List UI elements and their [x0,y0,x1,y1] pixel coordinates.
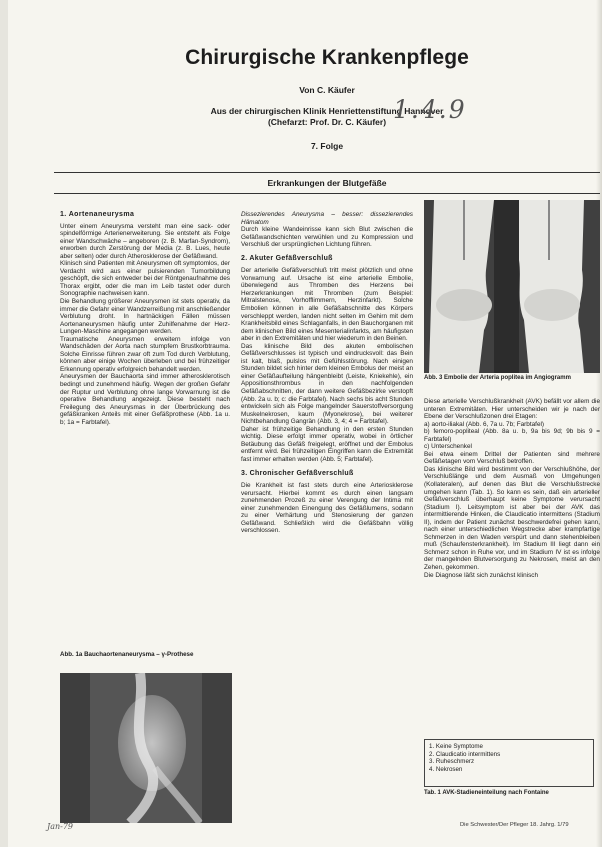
series-number: 7. Folge [310,141,344,151]
text-column-1 [60,211,230,426]
handwritten-footer-note: Jan-79 [47,822,74,831]
paragraph: Bei etwa einem Drittel der Patienten sind mehrere Gefäßetagen vom Verschluß betroffen. [424,450,600,466]
paragraph: Das klinische Bild des akuten embolischen Gefäßverschlusses ist typisch und eindrucksvoll: das Bein ist kalt, blaß, pulslos mit Gefühlsstörung. Nach einigen Stunden bildet sich hinter dem kleinen Embolus der meist an einer Gefäßaufteilung hängenbleibt (Leiste, Kniekehle), ein Appositionsthrombus in den nachfolgenden Gefäßabschnitten, der dann weitere Gefäßbezirke verstopft (Abb. 2a u. b; c: die Farbtafel). Nach sechs bis acht Stunden entwickeln sich als Folge mangelnder Sauerstoffversorgung Muskelnekrosen, kaum (Myonekrose), bei weiterer Nichtbehandlung Gangrän (Abb. 3, 4; 4 = Farbtafel). [241,342,413,426]
heading-akuter-verschluss: 2. Akuter Gefäßverschluß [241,254,333,262]
table-row: 4. Nekrosen [429,765,463,773]
figure-caption-1a: Abb. 1a Bauchaortenaneurysma – γ-Prothese [60,651,194,658]
paragraph: Klinisch sind Patienten mit Aneurysmen oft symptomlos, der Verdacht wird aus einer pulsierenden Tumorbildung geschöpft, die sich entweder bei der Röntgenaufnahme des Thorax ergibt, oder die man im Leib tastet oder durch Sonographie nachweisen kann. [60,260,230,298]
paragraph: Durch kleine Wandeinrisse kann sich Blut zwischen die Gefäßwandschichten verwühlen und zu Kompression und Verschluß der ursprünglichen Lichtung führen. [241,226,413,249]
section-title: Erkrankungen der Blutgefäße [267,178,387,188]
table-row: 1. Keine Symptome [429,743,483,750]
text-column-3 [424,398,600,579]
article-author: Von C. Käufer [299,85,355,95]
paragraph: Die Krankheit ist fast stets durch eine Arteriosklerose verursacht. Hierbei kommt es durch einen langsam zunehmenden Prozeß zu einer Verengung der Intima mit einer zunehmenden Einengung des Gefäßlumens, sodann zu einer Verhärtung und Stenosierung der ganzen Gefäßwand. Schließlich wird die Gefäßbahn völlig verschlossen. [241,482,413,535]
list-item-b: b) femoro-popliteal (Abb. 8a u. b, 9a bis 9d; 9b bis 9 = Farbtafel) [424,428,600,443]
paragraph: Daher ist frühzeitige Behandlung in den ersten Stunden wichtig. Diese erfolgt immer operativ, wobei in örtlicher Betäubung das Gefäß freigelegt, eröffnet und der Embolus entfernt wird. Bei frühzeitigen Eingriffen kann die Extremität fast immer erhalten werden (Abb. 5; Farbtafel). [241,425,413,463]
subheading-dissezierend: Dissezierendes Aneurysma – besser: dissezierendes Hämatom [241,211,413,226]
list-item-c: c) Unterschenkel [424,443,472,451]
table-caption: Tab. 1 AVK-Stadieneinteilung nach Fontaine [424,790,549,796]
list-item-a: a) aorto-iliakal (Abb. 6, 7a u. 7b; Farbtafel) [424,420,545,428]
angiogram-knee-graphic [424,200,600,373]
figure-caption-3: Abb. 3 Embolie der Arteria poplitea im Angiogramm [424,375,571,381]
paragraph: Das klinische Bild wird bestimmt von der Verschlußhöhe, der Verschlußlänge und dem Ausmaß von Umgehungen (Kollateralen), auf denen das Blut die Verschlußstrecke umgehen kann (Tab. 1). So kann es sein, daß ein arterieller Gefäßverschluß überhaupt keine Symptome verursacht (Stadium I). Leitsymptom ist aber bei der AVK das intermittierende Hinken, die Claudicatio intermittens (Stadium II), indem der Patient zunächst beschwerdefrei gehen kann, nach einer unterschiedlichen Wegstrecke aber krampfartige Schmerzen in den Waden verspürt und dann stehenbleiben muß (Schaufensterkrankheit). Im Stadium III liegt dann ein Schmerz schon in Ruhe vor, und im Stadium IV ist es infolge der mangelnden Blutversorgung zu Nekrosen, meist an den Zehen, gekommen. [424,465,600,572]
paragraph: Aneurysmen der Bauchaorta sind immer atherosklerotisch bedingt und zunehmend häufig. Wegen der großen Gefahr der Ruptur und Verblutung ohne lange Vorwarnung ist die operative Behandlung angezeigt. Diese besteht nach Freilegung des Aneurysmas in der Überbrückung des gefäßkranken Anteils mit einer Gefäßprothese (Abb. 1a u. b; 1a = Farbtafel). [60,373,230,426]
article-header [54,38,600,173]
stage-table [424,739,594,787]
paragraph: Die Diagnose läßt sich zunächst klinisch [424,571,539,579]
paragraph: Der arterielle Gefäßverschluß tritt meist plötzlich und ohne Vorwarnung auf. Ursache ist eine arterielle Embolie, überwiegend aus Thromben des Herzens bei Herzerkrankungen mit Thromben (zum Beispiel: Mitralstenose, Vorhofflimmern, Herzinfarkt). Solche Embolien können in alle Gefäßabschnitte des Körpers verschleppt werden, landen nicht selten im Gehirn mit dem Krankheitsbild eines Schlaganfalls, in den Bauchorganen mit dem klinischen Bild eines Mesenterialinfarkts, am häufigsten aber in den Extremitäten und hier wiederum in den Beinen. [241,267,413,343]
page-gutter [0,0,8,847]
journal-footer: Die Schwester/Der Pfleger 18. Jahrg. 1/79 [460,822,569,828]
text-column-2 [241,211,413,535]
handwritten-note: 1.4.9 [393,95,467,124]
xray-aorta-graphic [60,673,232,823]
table-row: 3. Ruheschmerz [429,758,475,766]
heading-aortenaneurysma: 1. Aortenaneurysma [60,211,135,218]
chief-physician-line: (Chefarzt: Prof. Dr. C. Käufer) [267,117,387,127]
angiogram-image-knee [424,200,600,373]
section-divider [54,193,600,194]
heading-chronischer-verschluss: 3. Chronischer Gefäßverschluß [241,469,354,477]
xray-image-aorta [60,673,232,823]
paragraph: Die Behandlung größerer Aneurysmen ist stets operativ, da immer die Gefahr einer Wandzerreißung mit anschließender Verblutung droht. In hartnäckigen Fällen müssen Aortenaneurysmen häufig unter Zuhilfenahme der Herz-Lungen-Maschine angegangen werden. [60,298,230,336]
paragraph: Unter einem Aneurysma versteht man eine sack- oder spindelförmige Arterienerweiterung. Sie entsteht als Folge einer Wandschwäche – angeboren (z. B. Marfan-Syndrom), erworben durch Zerstörung der Media (z. B. Lues, heute aber selten) oder durch Atherosklerose der Gefäßwand. [60,222,230,260]
article-title: Chirurgische Krankenpflege [185,46,469,69]
paragraph: Diese arterielle Verschlußkrankheit (AVK) befällt vor allem die unteren Extremitäten. Hier unterscheiden wir je nach der Ebene der Verschlußzonen drei Etagen: [424,398,600,421]
paragraph: Traumatische Aneurysmen erweitern infolge von Wandschäden der Aorta nach stumpfem Brustkorbtrauma. Solche Einrisse führen zwar oft zum Tod durch Verblutung, können aber einige Wochen überleben und bei frühzeitiger Erkennung operativ erfolgreich behandelt werden. [60,335,230,373]
institution-line: Aus der chirurgischen Klinik Henriettenstiftung Hannover [210,106,444,116]
table-row: 2. Claudicatio intermittens [429,750,501,758]
